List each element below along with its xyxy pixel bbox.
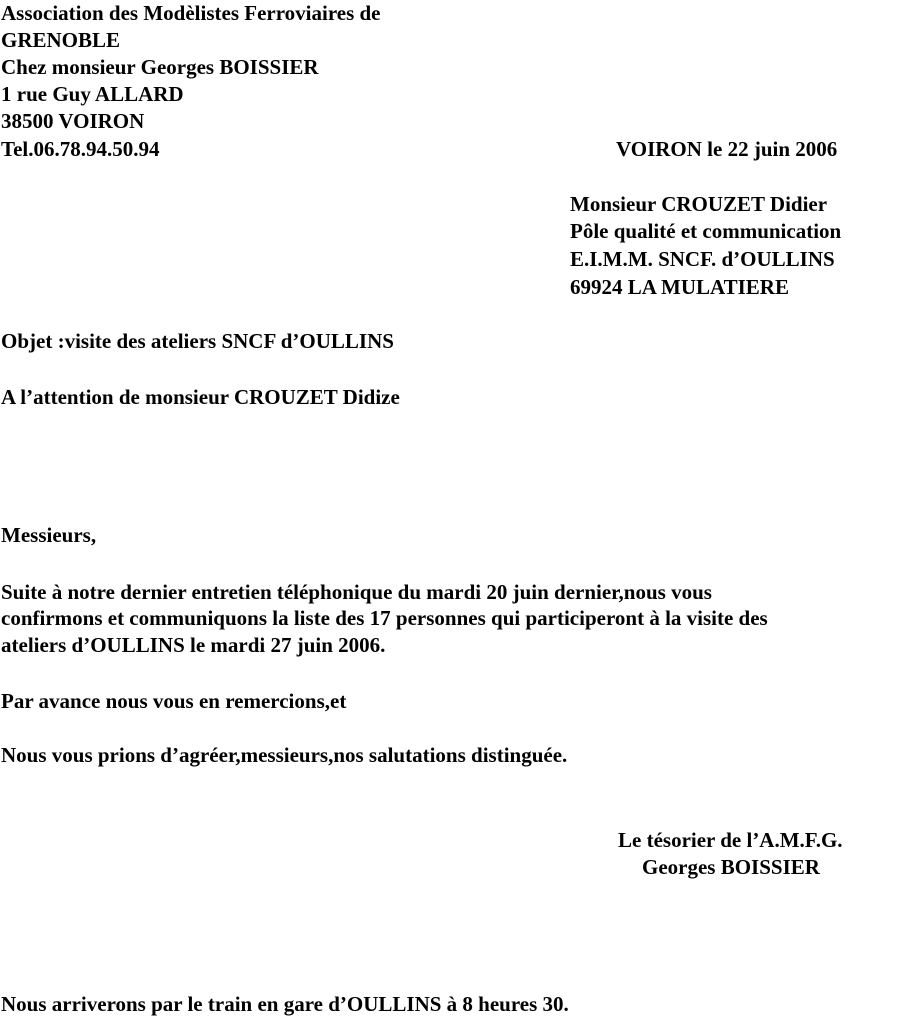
recipient-line: Monsieur CROUZET Didier <box>570 192 828 216</box>
sender-line: 38500 VOIRON <box>1 109 145 133</box>
body-line: confirmons et communiquons la liste des 17 personnes qui participeront à la visite des <box>1 606 768 630</box>
body-line: ateliers d’OULLINS le mardi 27 juin 2006. <box>1 633 386 657</box>
recipient-line: Pôle qualité et communication <box>570 219 842 243</box>
signature-title: Le tésorier de l’A.M.F.G. <box>618 828 843 852</box>
sender-phone: Tel.06.78.94.50.94 <box>1 137 160 161</box>
recipient-line: E.I.M.M. SNCF. d’OULLINS <box>570 247 835 271</box>
body-line: Nous vous prions d’agréer,messieurs,nos salutations distinguée. <box>1 743 568 767</box>
letter-postscript: Nous arriverons par le train en gare d’OULLINS à 8 heures 30. <box>1 992 569 1016</box>
sender-line: GRENOBLE <box>1 28 121 52</box>
recipient-line: 69924 LA MULATIERE <box>570 275 789 299</box>
sender-line: Association des Modèlistes Ferroviaires de <box>1 1 381 25</box>
signature-name: Georges BOISSIER <box>642 855 820 879</box>
letter-greeting: Messieurs, <box>1 523 97 547</box>
body-line: Suite à notre dernier entretien téléphonique du mardi 20 juin dernier,nous vous <box>1 580 712 604</box>
letter-attention: A l’attention de monsieur CROUZET Didize <box>1 385 400 409</box>
sender-line: 1 rue Guy ALLARD <box>1 82 184 106</box>
letter-subject: Objet :visite des ateliers SNCF d’OULLINS <box>1 329 394 353</box>
letter-date: VOIRON le 22 juin 2006 <box>616 137 838 161</box>
sender-line: Chez monsieur Georges BOISSIER <box>1 55 319 79</box>
body-line: Par avance nous vous en remercions,et <box>1 689 347 713</box>
